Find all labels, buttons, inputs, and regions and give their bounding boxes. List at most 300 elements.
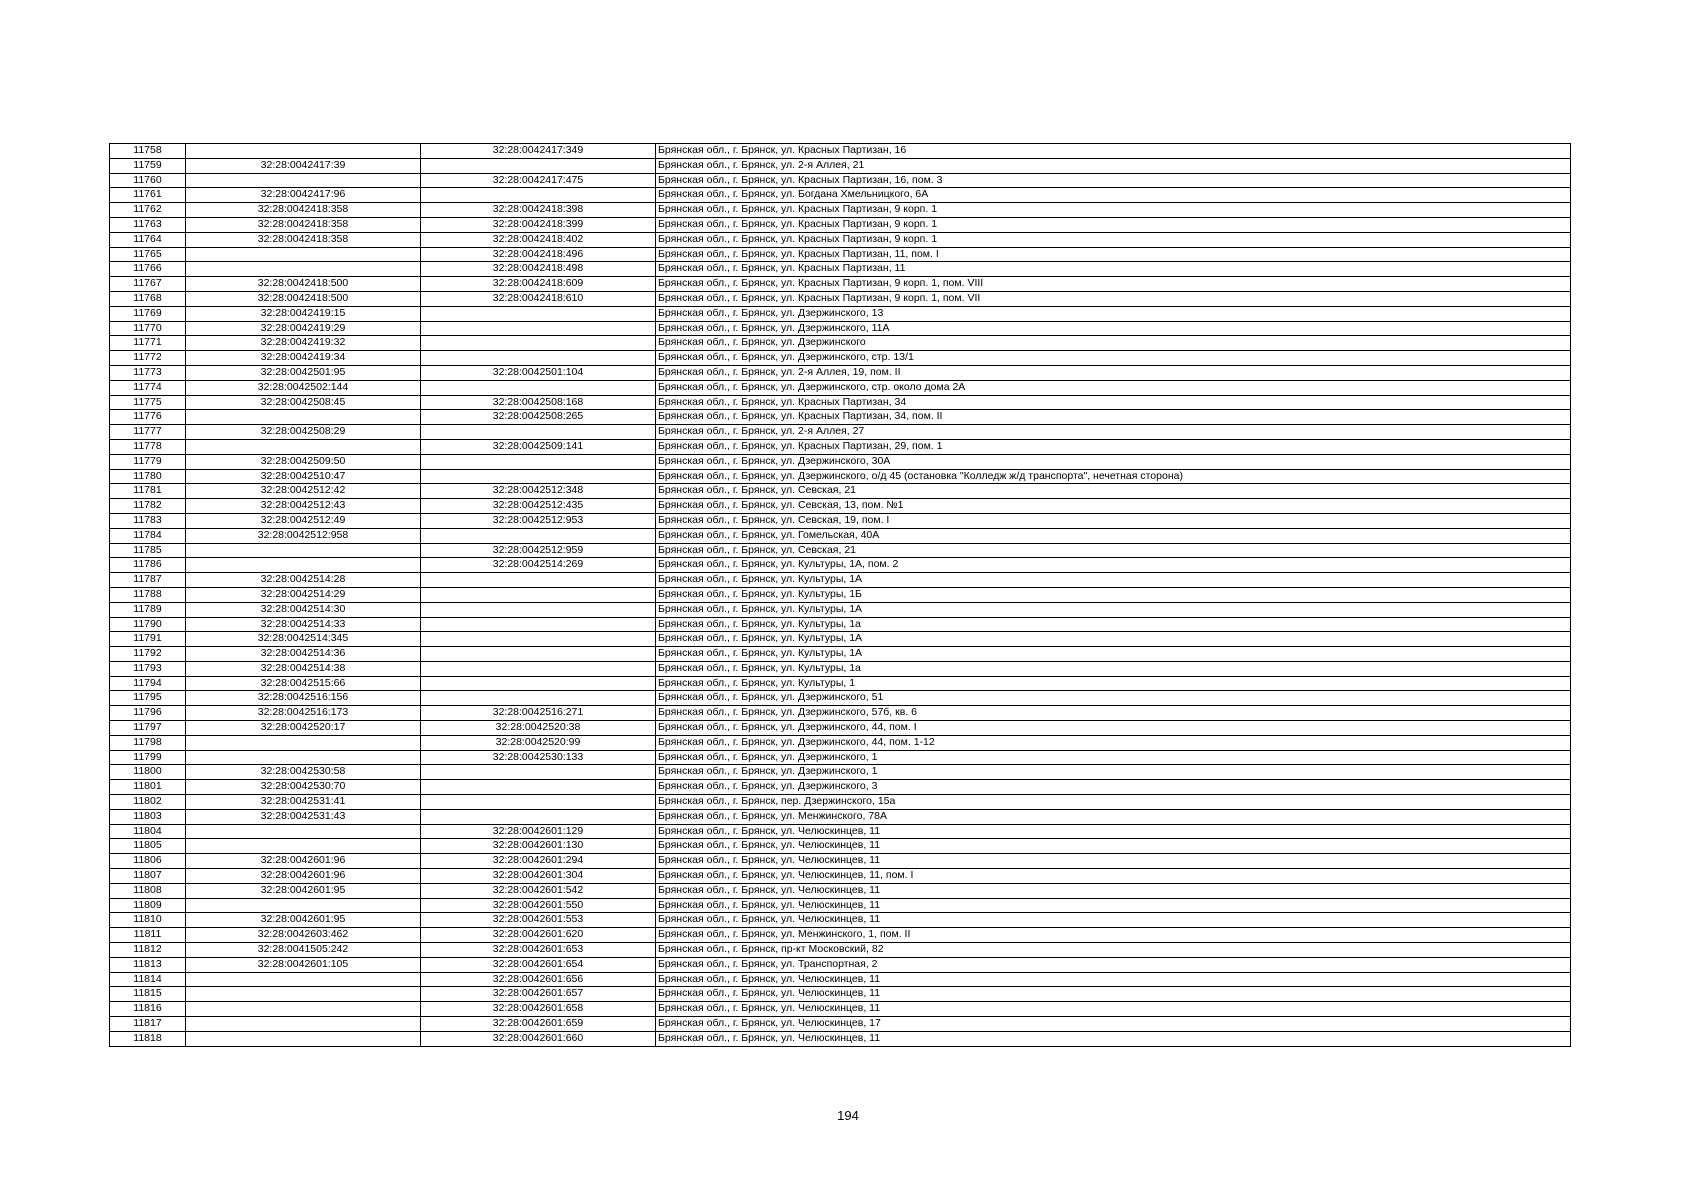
cadastral-number-cell xyxy=(186,1031,421,1046)
row-number-cell: 11799 xyxy=(110,750,186,765)
address-cell: Брянская обл., г. Брянск, ул. Севская, 21 xyxy=(656,543,1571,558)
object-cadastral-number-cell xyxy=(421,632,656,647)
address-cell: Брянская обл., г. Брянск, ул. Красных Партизан, 34, пом. II xyxy=(656,410,1571,425)
table-row xyxy=(110,824,1571,839)
cadastral-number-cell: 32:28:0042509:50 xyxy=(186,454,421,469)
row-number-cell: 11758 xyxy=(110,144,186,159)
registry-table-body xyxy=(110,144,1571,1047)
cadastral-number-cell: 32:28:0042514:29 xyxy=(186,587,421,602)
row-number-cell: 11768 xyxy=(110,291,186,306)
table-row xyxy=(110,513,1571,528)
address-cell: Брянская обл., г. Брянск, ул. Красных Партизан, 16 xyxy=(656,144,1571,159)
row-number-cell: 11786 xyxy=(110,558,186,573)
cadastral-number-cell xyxy=(186,735,421,750)
row-number-cell: 11780 xyxy=(110,469,186,484)
cadastral-number-cell: 32:28:0042514:28 xyxy=(186,573,421,588)
row-number-cell: 11814 xyxy=(110,972,186,987)
address-cell: Брянская обл., г. Брянск, ул. Челюскинцев, 11 xyxy=(656,898,1571,913)
table-row xyxy=(110,676,1571,691)
cadastral-number-cell: 32:28:0042601:96 xyxy=(186,869,421,884)
cadastral-number-cell xyxy=(186,558,421,573)
cadastral-number-cell xyxy=(186,1002,421,1017)
registry-table xyxy=(109,143,1571,1047)
address-cell: Брянская обл., г. Брянск, ул. 2-я Аллея, 21 xyxy=(656,158,1571,173)
object-cadastral-number-cell: 32:28:0042601:304 xyxy=(421,869,656,884)
object-cadastral-number-cell: 32:28:0042418:498 xyxy=(421,262,656,277)
cadastral-number-cell: 32:28:0042512:43 xyxy=(186,499,421,514)
address-cell: Брянская обл., г. Брянск, ул. Дзержинского xyxy=(656,336,1571,351)
cadastral-number-cell xyxy=(186,543,421,558)
table-row xyxy=(110,410,1571,425)
cadastral-number-cell: 32:28:0042514:30 xyxy=(186,602,421,617)
address-cell: Брянская обл., г. Брянск, ул. Красных Партизан, 29, пом. 1 xyxy=(656,439,1571,454)
object-cadastral-number-cell xyxy=(421,617,656,632)
table-row xyxy=(110,765,1571,780)
table-row xyxy=(110,661,1571,676)
row-number-cell: 11775 xyxy=(110,395,186,410)
row-number-cell: 11761 xyxy=(110,188,186,203)
address-cell: Брянская обл., г. Брянск, ул. Челюскинцев, 11 xyxy=(656,854,1571,869)
address-cell: Брянская обл., г. Брянск, ул. Культуры, 1А xyxy=(656,573,1571,588)
table-row xyxy=(110,306,1571,321)
object-cadastral-number-cell: 32:28:0042418:398 xyxy=(421,203,656,218)
row-number-cell: 11763 xyxy=(110,217,186,232)
row-number-cell: 11785 xyxy=(110,543,186,558)
object-cadastral-number-cell xyxy=(421,765,656,780)
row-number-cell: 11770 xyxy=(110,321,186,336)
table-row xyxy=(110,1031,1571,1046)
table-row xyxy=(110,454,1571,469)
row-number-cell: 11793 xyxy=(110,661,186,676)
address-cell: Брянская обл., г. Брянск, ул. Челюскинцев, 17 xyxy=(656,1017,1571,1032)
table-row xyxy=(110,232,1571,247)
address-cell: Брянская обл., г. Брянск, ул. Красных Партизан, 11, пом. I xyxy=(656,247,1571,262)
object-cadastral-number-cell: 32:28:0042509:141 xyxy=(421,439,656,454)
row-number-cell: 11787 xyxy=(110,573,186,588)
address-cell: Брянская обл., г. Брянск, ул. Челюскинцев, 11 xyxy=(656,913,1571,928)
table-row xyxy=(110,587,1571,602)
address-cell: Брянская обл., г. Брянск, ул. Культуры, 1а xyxy=(656,617,1571,632)
cadastral-number-cell xyxy=(186,173,421,188)
table-row xyxy=(110,321,1571,336)
object-cadastral-number-cell: 32:28:0042530:133 xyxy=(421,750,656,765)
row-number-cell: 11812 xyxy=(110,943,186,958)
cadastral-number-cell: 32:28:0042530:70 xyxy=(186,780,421,795)
table-row xyxy=(110,617,1571,632)
address-cell: Брянская обл., г. Брянск, ул. Богдана Хмельницкого, 6А xyxy=(656,188,1571,203)
row-number-cell: 11777 xyxy=(110,425,186,440)
row-number-cell: 11801 xyxy=(110,780,186,795)
object-cadastral-number-cell: 32:28:0042601:658 xyxy=(421,1002,656,1017)
cadastral-number-cell: 32:28:0042530:58 xyxy=(186,765,421,780)
table-row xyxy=(110,839,1571,854)
object-cadastral-number-cell xyxy=(421,158,656,173)
object-cadastral-number-cell: 32:28:0042601:657 xyxy=(421,987,656,1002)
cadastral-number-cell xyxy=(186,972,421,987)
address-cell: Брянская обл., г. Брянск, ул. Менжинского, 1, пом. II xyxy=(656,928,1571,943)
object-cadastral-number-cell xyxy=(421,602,656,617)
address-cell: Брянская обл., г. Брянск, ул. Челюскинцев, 11 xyxy=(656,1002,1571,1017)
object-cadastral-number-cell xyxy=(421,188,656,203)
address-cell: Брянская обл., г. Брянск, ул. Севская, 13, пом. №1 xyxy=(656,499,1571,514)
table-row xyxy=(110,780,1571,795)
address-cell: Брянская обл., г. Брянск, ул. Дзержинского, 44, пом. 1-12 xyxy=(656,735,1571,750)
address-cell: Брянская обл., г. Брянск, ул. Дзержинского, 51 xyxy=(656,691,1571,706)
table-row xyxy=(110,721,1571,736)
row-number-cell: 11769 xyxy=(110,306,186,321)
cadastral-number-cell xyxy=(186,1017,421,1032)
row-number-cell: 11773 xyxy=(110,365,186,380)
object-cadastral-number-cell: 32:28:0042508:265 xyxy=(421,410,656,425)
cadastral-number-cell: 32:28:0042508:29 xyxy=(186,425,421,440)
cadastral-number-cell: 32:28:0042514:38 xyxy=(186,661,421,676)
address-cell: Брянская обл., г. Брянск, ул. Культуры, 1А xyxy=(656,632,1571,647)
address-cell: Брянская обл., г. Брянск, ул. Челюскинцев, 11 xyxy=(656,883,1571,898)
row-number-cell: 11817 xyxy=(110,1017,186,1032)
row-number-cell: 11759 xyxy=(110,158,186,173)
cadastral-number-cell: 32:28:0042418:358 xyxy=(186,232,421,247)
object-cadastral-number-cell xyxy=(421,661,656,676)
table-row xyxy=(110,277,1571,292)
address-cell: Брянская обл., г. Брянск, ул. Красных Партизан, 9 корп. 1 xyxy=(656,232,1571,247)
object-cadastral-number-cell: 32:28:0042417:349 xyxy=(421,144,656,159)
address-cell: Брянская обл., г. Брянск, ул. Севская, 21 xyxy=(656,484,1571,499)
cadastral-number-cell: 32:28:0042515:66 xyxy=(186,676,421,691)
row-number-cell: 11805 xyxy=(110,839,186,854)
row-number-cell: 11772 xyxy=(110,351,186,366)
cadastral-number-cell: 32:28:0042419:15 xyxy=(186,306,421,321)
row-number-cell: 11818 xyxy=(110,1031,186,1046)
address-cell: Брянская обл., г. Брянск, ул. Дзержинского, 11А xyxy=(656,321,1571,336)
object-cadastral-number-cell xyxy=(421,454,656,469)
address-cell: Брянская обл., г. Брянск, ул. 2-я Аллея, 19, пом. II xyxy=(656,365,1571,380)
table-row xyxy=(110,691,1571,706)
cadastral-number-cell: 32:28:0042512:42 xyxy=(186,484,421,499)
row-number-cell: 11815 xyxy=(110,987,186,1002)
table-row xyxy=(110,469,1571,484)
object-cadastral-number-cell xyxy=(421,321,656,336)
cadastral-number-cell: 32:28:0042601:95 xyxy=(186,913,421,928)
address-cell: Брянская обл., г. Брянск, ул. Красных Партизан, 9 корп. 1, пом. VII xyxy=(656,291,1571,306)
row-number-cell: 11792 xyxy=(110,647,186,662)
object-cadastral-number-cell xyxy=(421,780,656,795)
cadastral-number-cell: 32:28:0042514:33 xyxy=(186,617,421,632)
address-cell: Брянская обл., г. Брянск, ул. Челюскинцев, 11, пом. I xyxy=(656,869,1571,884)
table-row xyxy=(110,425,1571,440)
row-number-cell: 11782 xyxy=(110,499,186,514)
address-cell: Брянская обл., г. Брянск, ул. Дзержинского, о/д 45 (остановка "Колледж ж/д транспорта", нечетная сторона) xyxy=(656,469,1571,484)
table-row xyxy=(110,173,1571,188)
address-cell: Брянская обл., г. Брянск, ул. Культуры, 1Б xyxy=(656,587,1571,602)
address-cell: Брянская обл., г. Брянск, ул. Красных Партизан, 9 корп. 1 xyxy=(656,203,1571,218)
cadastral-number-cell: 32:28:0042417:96 xyxy=(186,188,421,203)
row-number-cell: 11804 xyxy=(110,824,186,839)
object-cadastral-number-cell xyxy=(421,528,656,543)
object-cadastral-number-cell: 32:28:0042601:653 xyxy=(421,943,656,958)
cadastral-number-cell: 32:28:0042502:144 xyxy=(186,380,421,395)
table-row xyxy=(110,188,1571,203)
cadastral-number-cell: 32:28:0042418:358 xyxy=(186,203,421,218)
row-number-cell: 11784 xyxy=(110,528,186,543)
table-row xyxy=(110,365,1571,380)
table-row xyxy=(110,809,1571,824)
address-cell: Брянская обл., г. Брянск, пр-кт Московский, 82 xyxy=(656,943,1571,958)
row-number-cell: 11779 xyxy=(110,454,186,469)
row-number-cell: 11771 xyxy=(110,336,186,351)
table-row xyxy=(110,632,1571,647)
row-number-cell: 11778 xyxy=(110,439,186,454)
object-cadastral-number-cell xyxy=(421,306,656,321)
table-row xyxy=(110,351,1571,366)
address-cell: Брянская обл., г. Брянск, ул. Красных Партизан, 16, пом. 3 xyxy=(656,173,1571,188)
table-row xyxy=(110,484,1571,499)
table-row xyxy=(110,869,1571,884)
object-cadastral-number-cell: 32:28:0042512:959 xyxy=(421,543,656,558)
address-cell: Брянская обл., г. Брянск, ул. Челюскинцев, 11 xyxy=(656,824,1571,839)
object-cadastral-number-cell: 32:28:0042601:550 xyxy=(421,898,656,913)
address-cell: Брянская обл., г. Брянск, ул. Красных Партизан, 9 корп. 1 xyxy=(656,217,1571,232)
object-cadastral-number-cell: 32:28:0042516:271 xyxy=(421,706,656,721)
row-number-cell: 11795 xyxy=(110,691,186,706)
row-number-cell: 11809 xyxy=(110,898,186,913)
row-number-cell: 11781 xyxy=(110,484,186,499)
row-number-cell: 11803 xyxy=(110,809,186,824)
object-cadastral-number-cell: 32:28:0042418:610 xyxy=(421,291,656,306)
address-cell: Брянская обл., г. Брянск, ул. Культуры, 1А, пом. 2 xyxy=(656,558,1571,573)
row-number-cell: 11789 xyxy=(110,602,186,617)
cadastral-number-cell xyxy=(186,839,421,854)
row-number-cell: 11760 xyxy=(110,173,186,188)
row-number-cell: 11798 xyxy=(110,735,186,750)
table-row xyxy=(110,750,1571,765)
object-cadastral-number-cell xyxy=(421,676,656,691)
object-cadastral-number-cell xyxy=(421,380,656,395)
address-cell: Брянская обл., г. Брянск, ул. Гомельская, 40А xyxy=(656,528,1571,543)
row-number-cell: 11797 xyxy=(110,721,186,736)
object-cadastral-number-cell: 32:28:0042418:609 xyxy=(421,277,656,292)
object-cadastral-number-cell xyxy=(421,809,656,824)
object-cadastral-number-cell xyxy=(421,587,656,602)
address-cell: Брянская обл., г. Брянск, ул. Челюскинцев, 11 xyxy=(656,987,1571,1002)
row-number-cell: 11766 xyxy=(110,262,186,277)
object-cadastral-number-cell: 32:28:0042601:654 xyxy=(421,957,656,972)
table-row xyxy=(110,602,1571,617)
table-row xyxy=(110,499,1571,514)
table-row xyxy=(110,380,1571,395)
cadastral-number-cell xyxy=(186,262,421,277)
object-cadastral-number-cell: 32:28:0042501:104 xyxy=(421,365,656,380)
row-number-cell: 11807 xyxy=(110,869,186,884)
row-number-cell: 11788 xyxy=(110,587,186,602)
object-cadastral-number-cell: 32:28:0042418:399 xyxy=(421,217,656,232)
object-cadastral-number-cell: 32:28:0042512:435 xyxy=(421,499,656,514)
object-cadastral-number-cell: 32:28:0042601:294 xyxy=(421,854,656,869)
cadastral-number-cell: 32:28:0042601:105 xyxy=(186,957,421,972)
object-cadastral-number-cell: 32:28:0042512:348 xyxy=(421,484,656,499)
object-cadastral-number-cell: 32:28:0042418:402 xyxy=(421,232,656,247)
address-cell: Брянская обл., г. Брянск, ул. Дзержинского, 57б, кв. 6 xyxy=(656,706,1571,721)
object-cadastral-number-cell: 32:28:0042601:659 xyxy=(421,1017,656,1032)
row-number-cell: 11816 xyxy=(110,1002,186,1017)
cadastral-number-cell: 32:28:0042419:34 xyxy=(186,351,421,366)
address-cell: Брянская обл., г. Брянск, ул. Дзержинского, стр. 13/1 xyxy=(656,351,1571,366)
object-cadastral-number-cell xyxy=(421,647,656,662)
cadastral-number-cell: 32:28:0042512:958 xyxy=(186,528,421,543)
address-cell: Брянская обл., г. Брянск, ул. Культуры, 1А xyxy=(656,602,1571,617)
object-cadastral-number-cell: 32:28:0042514:269 xyxy=(421,558,656,573)
table-row xyxy=(110,1002,1571,1017)
object-cadastral-number-cell xyxy=(421,573,656,588)
row-number-cell: 11776 xyxy=(110,410,186,425)
table-row xyxy=(110,262,1571,277)
table-row xyxy=(110,735,1571,750)
cadastral-number-cell xyxy=(186,410,421,425)
address-cell: Брянская обл., г. Брянск, ул. Красных Партизан, 11 xyxy=(656,262,1571,277)
table-row xyxy=(110,528,1571,543)
address-cell: Брянская обл., г. Брянск, ул. Транспортная, 2 xyxy=(656,957,1571,972)
table-row xyxy=(110,928,1571,943)
address-cell: Брянская обл., г. Брянск, ул. Дзержинского, 3 xyxy=(656,780,1571,795)
address-cell: Брянская обл., г. Брянск, ул. Дзержинского, 1 xyxy=(656,765,1571,780)
table-row xyxy=(110,795,1571,810)
row-number-cell: 11764 xyxy=(110,232,186,247)
cadastral-number-cell: 32:28:0042510:47 xyxy=(186,469,421,484)
address-cell: Брянская обл., г. Брянск, ул. Менжинского, 78А xyxy=(656,809,1571,824)
object-cadastral-number-cell xyxy=(421,351,656,366)
cadastral-number-cell: 32:28:0042419:29 xyxy=(186,321,421,336)
object-cadastral-number-cell: 32:28:0042601:130 xyxy=(421,839,656,854)
row-number-cell: 11791 xyxy=(110,632,186,647)
row-number-cell: 11765 xyxy=(110,247,186,262)
object-cadastral-number-cell: 32:28:0042601:553 xyxy=(421,913,656,928)
table-row xyxy=(110,247,1571,262)
object-cadastral-number-cell: 32:28:0042601:129 xyxy=(421,824,656,839)
address-cell: Брянская обл., г. Брянск, ул. 2-я Аллея, 27 xyxy=(656,425,1571,440)
table-row xyxy=(110,883,1571,898)
cadastral-number-cell: 32:28:0042514:36 xyxy=(186,647,421,662)
object-cadastral-number-cell: 32:28:0042520:99 xyxy=(421,735,656,750)
row-number-cell: 11806 xyxy=(110,854,186,869)
table-row xyxy=(110,943,1571,958)
cadastral-number-cell xyxy=(186,898,421,913)
cadastral-number-cell: 32:28:0042531:41 xyxy=(186,795,421,810)
cadastral-number-cell: 32:28:0042531:43 xyxy=(186,809,421,824)
table-row xyxy=(110,217,1571,232)
table-row xyxy=(110,203,1571,218)
object-cadastral-number-cell: 32:28:0042512:953 xyxy=(421,513,656,528)
cadastral-number-cell xyxy=(186,439,421,454)
row-number-cell: 11767 xyxy=(110,277,186,292)
object-cadastral-number-cell xyxy=(421,691,656,706)
row-number-cell: 11794 xyxy=(110,676,186,691)
table-row xyxy=(110,573,1571,588)
cadastral-number-cell: 32:28:0042601:96 xyxy=(186,854,421,869)
object-cadastral-number-cell xyxy=(421,425,656,440)
cadastral-number-cell: 32:28:0042520:17 xyxy=(186,721,421,736)
object-cadastral-number-cell: 32:28:0042601:656 xyxy=(421,972,656,987)
address-cell: Брянская обл., г. Брянск, ул. Культуры, 1 xyxy=(656,676,1571,691)
table-row xyxy=(110,957,1571,972)
cadastral-number-cell xyxy=(186,247,421,262)
row-number-cell: 11762 xyxy=(110,203,186,218)
object-cadastral-number-cell: 32:28:0042520:38 xyxy=(421,721,656,736)
address-cell: Брянская обл., г. Брянск, ул. Челюскинцев, 11 xyxy=(656,972,1571,987)
object-cadastral-number-cell: 32:28:0042508:168 xyxy=(421,395,656,410)
cadastral-number-cell xyxy=(186,144,421,159)
table-row xyxy=(110,144,1571,159)
object-cadastral-number-cell: 32:28:0042418:496 xyxy=(421,247,656,262)
address-cell: Брянская обл., г. Брянск, ул. Культуры, 1А xyxy=(656,647,1571,662)
row-number-cell: 11813 xyxy=(110,957,186,972)
cadastral-number-cell: 32:28:0042516:156 xyxy=(186,691,421,706)
table-row xyxy=(110,158,1571,173)
object-cadastral-number-cell: 32:28:0042417:475 xyxy=(421,173,656,188)
address-cell: Брянская обл., г. Брянск, ул. Челюскинцев, 11 xyxy=(656,839,1571,854)
object-cadastral-number-cell: 32:28:0042601:660 xyxy=(421,1031,656,1046)
address-cell: Брянская обл., г. Брянск, ул. Красных Партизан, 34 xyxy=(656,395,1571,410)
table-row xyxy=(110,972,1571,987)
table-row xyxy=(110,987,1571,1002)
row-number-cell: 11810 xyxy=(110,913,186,928)
address-cell: Брянская обл., г. Брянск, пер. Дзержинского, 15а xyxy=(656,795,1571,810)
cadastral-number-cell xyxy=(186,987,421,1002)
cadastral-number-cell: 32:28:0041505:242 xyxy=(186,943,421,958)
table-row xyxy=(110,439,1571,454)
row-number-cell: 11783 xyxy=(110,513,186,528)
cadastral-number-cell xyxy=(186,824,421,839)
address-cell: Брянская обл., г. Брянск, ул. Культуры, 1а xyxy=(656,661,1571,676)
cadastral-number-cell: 32:28:0042514:345 xyxy=(186,632,421,647)
cadastral-number-cell: 32:28:0042419:32 xyxy=(186,336,421,351)
cadastral-number-cell: 32:28:0042603:462 xyxy=(186,928,421,943)
address-cell: Брянская обл., г. Брянск, ул. Дзержинского, стр. около дома 2А xyxy=(656,380,1571,395)
table-row xyxy=(110,543,1571,558)
table-row xyxy=(110,558,1571,573)
page-number: 194 xyxy=(837,1108,859,1123)
address-cell: Брянская обл., г. Брянск, ул. Красных Партизан, 9 корп. 1, пом. VIII xyxy=(656,277,1571,292)
row-number-cell: 11802 xyxy=(110,795,186,810)
cadastral-number-cell: 32:28:0042512:49 xyxy=(186,513,421,528)
row-number-cell: 11790 xyxy=(110,617,186,632)
table-row xyxy=(110,1017,1571,1032)
table-row xyxy=(110,336,1571,351)
cadastral-number-cell: 32:28:0042418:358 xyxy=(186,217,421,232)
table-row xyxy=(110,706,1571,721)
address-cell: Брянская обл., г. Брянск, ул. Челюскинцев, 11 xyxy=(656,1031,1571,1046)
row-number-cell: 11800 xyxy=(110,765,186,780)
table-row xyxy=(110,291,1571,306)
object-cadastral-number-cell: 32:28:0042601:542 xyxy=(421,883,656,898)
table-row xyxy=(110,395,1571,410)
address-cell: Брянская обл., г. Брянск, ул. Севская, 19, пом. I xyxy=(656,513,1571,528)
table-row xyxy=(110,647,1571,662)
object-cadastral-number-cell xyxy=(421,795,656,810)
cadastral-number-cell xyxy=(186,750,421,765)
object-cadastral-number-cell xyxy=(421,469,656,484)
address-cell: Брянская обл., г. Брянск, ул. Дзержинского, 13 xyxy=(656,306,1571,321)
cadastral-number-cell: 32:28:0042418:500 xyxy=(186,277,421,292)
address-cell: Брянская обл., г. Брянск, ул. Дзержинского, 44, пом. I xyxy=(656,721,1571,736)
row-number-cell: 11774 xyxy=(110,380,186,395)
cadastral-number-cell: 32:28:0042516:173 xyxy=(186,706,421,721)
cadastral-number-cell: 32:28:0042501:95 xyxy=(186,365,421,380)
object-cadastral-number-cell xyxy=(421,336,656,351)
row-number-cell: 11811 xyxy=(110,928,186,943)
address-cell: Брянская обл., г. Брянск, ул. Дзержинского, 1 xyxy=(656,750,1571,765)
row-number-cell: 11796 xyxy=(110,706,186,721)
cadastral-number-cell: 32:28:0042601:95 xyxy=(186,883,421,898)
table-row xyxy=(110,913,1571,928)
